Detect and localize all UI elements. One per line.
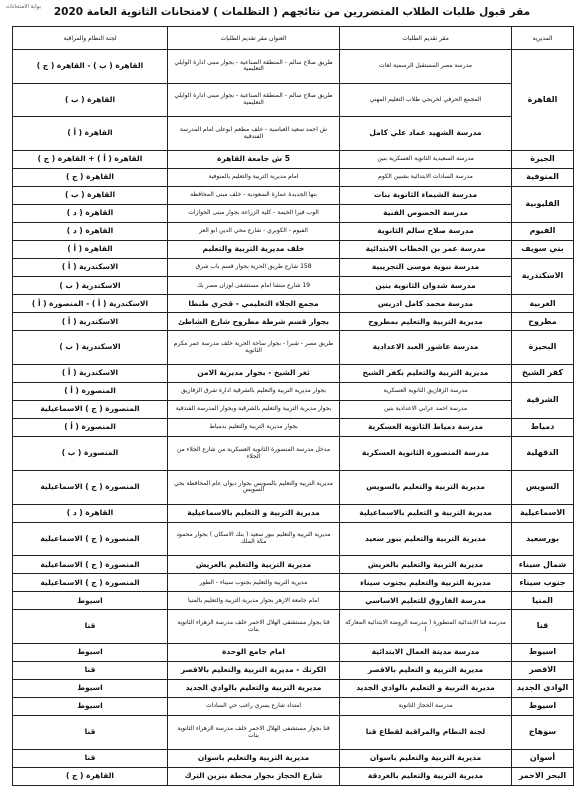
cell-directorate: الشرقية [512, 383, 574, 419]
cell-address: مديرية التربية والتعليم بالسويس بجوار ديوان عام المحافظة بحي السويس [168, 470, 340, 504]
table-row [13, 151, 574, 169]
cell-directorate: اسيوط [512, 644, 574, 662]
cell-directorate: سوهاج [512, 716, 574, 750]
cell-submission-place: المجمع الحرفي لخريجي طلاب التعليم المهني [340, 83, 512, 117]
cell-submission-place: مدرسة شدوان الثانوية بنين [340, 277, 512, 295]
table-row [13, 83, 574, 117]
cell-committee: الاسكندرية ( ب ) [13, 277, 168, 295]
cell-directorate: اسيوط [512, 698, 574, 716]
cell-directorate: الفيوم [512, 223, 574, 241]
cell-committee: قنا [13, 749, 168, 767]
table-row [13, 205, 574, 223]
cell-directorate: المنوفية [512, 169, 574, 187]
cell-directorate: مطروح [512, 313, 574, 331]
header-submission-place: مقر تقديم الطلبات [340, 27, 512, 50]
cell-address: بجوار مديرية التربية والتعليم بالشرقية ادارة شرق الزقازيق [168, 383, 340, 401]
cell-submission-place: مدرسة الشهيد عماد علي كامل [340, 117, 512, 151]
table-row [13, 749, 574, 767]
table-header-row [13, 27, 574, 50]
table-row [13, 644, 574, 662]
cell-submission-place: مدرسة عاشور العبد الاعدادية [340, 331, 512, 365]
cell-address: شارع الحجاز بجوار محطة بنزين الترك [168, 767, 340, 785]
cell-directorate: المنيا [512, 592, 574, 610]
cell-submission-place: مدرسة الحجاز الثانوية [340, 698, 512, 716]
cell-address: مديرية التربية والتعليم ببور سعيد ( بنك الاسكان ) بجوار محمود مكة الملك [168, 522, 340, 556]
cell-address: مديرية التربية والتعليم بالوادي الجديد [168, 680, 340, 698]
cell-directorate: الغربية [512, 295, 574, 313]
cell-submission-place: مدرسة المنصورة الثانوية العسكرية [340, 437, 512, 471]
cell-address: بجوار مديرية التربية والتعليم بالشرقية وبجوار المدرسة الفندقية [168, 401, 340, 419]
cell-submission-place: مدرسة قنا الابتدائية المتطورة ( مدرسة الروضة الابتدائية المعاركة ) [340, 610, 512, 644]
table-row [13, 556, 574, 574]
cell-address: 5 ش جامعة القاهرة [168, 151, 340, 169]
cell-committee: القاهرة ( ب ) - القاهرة ( ج ) [13, 50, 168, 84]
cell-address: ثغر الشيخ - بجوار مديرية الامن [168, 365, 340, 383]
table-row [13, 277, 574, 295]
cell-committee: المنصورة ( ج ) الاسماعيلية [13, 401, 168, 419]
cell-committee: المنصورة ( ب ) [13, 437, 168, 471]
table-row [13, 313, 574, 331]
cell-directorate: الاسماعيلية [512, 504, 574, 522]
cell-committee: الاسكندرية ( أ ) [13, 365, 168, 383]
table-row [13, 592, 574, 610]
cell-directorate: الاقصر [512, 662, 574, 680]
cell-directorate: البحيرة [512, 331, 574, 365]
cell-directorate: الجيزة [512, 151, 574, 169]
cell-address: الوب فيرا الخيمة - كلية الزراعة بجوار مبنى الجوازات [168, 205, 340, 223]
header-directorate: المديرية [512, 27, 574, 50]
cell-directorate: الدقهلية [512, 437, 574, 471]
header-address: العنوان مقر تقديم الطلبات [168, 27, 340, 50]
cell-committee: القاهرة ( ب ) [13, 187, 168, 205]
cell-committee: قنا [13, 610, 168, 644]
page-title: مقر قبول طلبات الطلاب المتضررين من نتائجهم ( التظلمات ) لامتحانات الثانوية العامة 2020 [53, 6, 531, 18]
table-row [13, 401, 574, 419]
cell-address: قنا بجوار مستشفى الهلال الاحمر خلف مدرسة الزهراء الثانوية بنات [168, 716, 340, 750]
cell-committee: المنصورة ( أ ) [13, 383, 168, 401]
cell-committee: القاهرة ( ب ) [13, 83, 168, 117]
cell-committee: القاهرة ( ج ) [13, 767, 168, 785]
cell-directorate: أسوان [512, 749, 574, 767]
cell-submission-place: مديرية التربية والتعليم باسوان [340, 749, 512, 767]
cell-submission-place: مدرسة عمر بن الخطاب الابتدائية [340, 241, 512, 259]
cell-address: مديرية التربية والتعليم بجنوب سيناء - الطور [168, 574, 340, 592]
cell-submission-place: مديرية التربية والتعليم بكفر الشيخ [340, 365, 512, 383]
cell-address: مديرية التربية و التعليم بالاسماعيلية [168, 504, 340, 522]
cell-committee: المنصورة ( ج ) الاسماعيلية [13, 470, 168, 504]
cell-committee: اسيوط [13, 592, 168, 610]
cell-submission-place: مدرسة نبوية موسى التجريبية [340, 259, 512, 277]
table-row [13, 259, 574, 277]
cell-committee: اسيوط [13, 698, 168, 716]
cell-directorate: كفر الشيخ [512, 365, 574, 383]
cell-committee: القاهرة ( أ ) [13, 241, 168, 259]
cell-submission-place: مدرسة دمياط الثانوية العسكرية [340, 419, 512, 437]
cell-submission-place: مدرسة مصر المستقبل الرسمية لغات [340, 50, 512, 84]
table-row [13, 716, 574, 750]
cell-address: مدخل مدرسة المنصورة الثانوية العسكرية من شارع الجلاء من الجلاء [168, 437, 340, 471]
admissions-table [12, 26, 574, 786]
cell-submission-place: مدرسة احمد عرابي الاعدادية بنين [340, 401, 512, 419]
cell-submission-place: مديرية التربية و التعليم بالوادي الجديد [340, 680, 512, 698]
cell-submission-place: لجنة النظام والمراقبة لقطاع قنا [340, 716, 512, 750]
cell-committee: الاسكندرية ( ب ) [13, 331, 168, 365]
table-body [13, 50, 574, 786]
cell-address: 158 شارع طريق الحرية بجوار قسم باب شرق [168, 259, 340, 277]
cell-address: 19 شارع منشا امام مستشفى لوزان مصر بك [168, 277, 340, 295]
table-row [13, 365, 574, 383]
cell-address: طريق صلاح سالم - المنطقة الصناعية - بجوار مبنى ادارة الوايلي التعليمية [168, 83, 340, 117]
cell-directorate: شمال سيناء [512, 556, 574, 574]
cell-address: بجوار مديرية التربية والتعليم بدمياط [168, 419, 340, 437]
cell-committee: الاسكندرية ( أ ) [13, 259, 168, 277]
cell-submission-place: مديرية التربية والتعليم بالسويس [340, 470, 512, 504]
cell-submission-place: مدرسة الفاروق للتعليم الاساسي [340, 592, 512, 610]
cell-submission-place: مديرية التربية والتعليم بالعريش [340, 556, 512, 574]
header-committee: لجنة النظام والمراقبة [13, 27, 168, 50]
cell-address: بنها الجديدة عمارة السعودية - خلف مبنى المحافظة [168, 187, 340, 205]
cell-submission-place: مديرية التربية والتعليم بمطروح [340, 313, 512, 331]
cell-address: طريق صلاح سالم - المنطقة الصناعية - بجوار مبنى ادارة الوايلي التعليمية [168, 50, 340, 84]
cell-address: قنا بجوار مستشفى الهلال الاحمر خلف مدرسة الزهراء الثانوية بنات [168, 610, 340, 644]
table-row [13, 437, 574, 471]
cell-address: امام جامعة الازهر بجوار مديرية التربية والتعليم بالمنيا [168, 592, 340, 610]
table-row [13, 295, 574, 313]
cell-submission-place: مديرية التربية والتعليم بجنوب سيناء [340, 574, 512, 592]
cell-directorate: جنوب سيناء [512, 574, 574, 592]
cell-directorate: القليوبية [512, 187, 574, 223]
cell-committee: القاهرة ( د ) [13, 504, 168, 522]
cell-address: الفيوم - الكوبري - شارع محي الدين ابو العز [168, 223, 340, 241]
table-row [13, 767, 574, 785]
cell-committee: المنصورة ( أ ) [13, 419, 168, 437]
table-row [13, 187, 574, 205]
cell-directorate: بني سويف [512, 241, 574, 259]
table-row [13, 680, 574, 698]
table-row [13, 223, 574, 241]
table-row [13, 50, 574, 84]
cell-committee: القاهرة ( أ ) + القاهرة ( ج ) [13, 151, 168, 169]
cell-committee: الاسكندرية ( أ ) [13, 313, 168, 331]
cell-directorate: بورسعيد [512, 522, 574, 556]
table-row [13, 383, 574, 401]
cell-address: خلف مديرية التربية والتعليم [168, 241, 340, 259]
table-row [13, 698, 574, 716]
cell-submission-place: مديرية التربية والتعليم بالغردقة [340, 767, 512, 785]
table-row [13, 169, 574, 187]
cell-committee: المنصورة ( ج ) الاسماعيلية [13, 522, 168, 556]
cell-directorate: السويس [512, 470, 574, 504]
table-row [13, 662, 574, 680]
table-row [13, 470, 574, 504]
cell-address: مديرية التربية والتعليم باسوان [168, 749, 340, 767]
cell-directorate: دمياط [512, 419, 574, 437]
cell-submission-place: مدرسة محمد كامل ادريس [340, 295, 512, 313]
cell-directorate: الاسكندرية [512, 259, 574, 295]
cell-committee: المنصورة ( ج ) الاسماعيلية [13, 556, 168, 574]
table-row [13, 331, 574, 365]
cell-address: طريق مصر - شبرا - بجوار ساحة الحرية خلف مدرسة عمر مكرم الثانوية [168, 331, 340, 365]
cell-submission-place: مديرية التربية و التعليم بالاقصر [340, 662, 512, 680]
cell-address: الكرنك - مديرية التربية والتعليم بالاقصر [168, 662, 340, 680]
cell-address: بجوار قسم شرطة مطروح شارع الشاطئ [168, 313, 340, 331]
cell-committee: المنصورة ( ج ) الاسماعيلية [13, 574, 168, 592]
cell-committee: القاهرة ( د ) [13, 223, 168, 241]
cell-address: مجمع الجلاء التعليمي - قحري طنطا [168, 295, 340, 313]
cell-directorate: البحر الاحمر [512, 767, 574, 785]
cell-committee: القاهرة ( أ ) [13, 117, 168, 151]
table-row [13, 522, 574, 556]
cell-address: مديرية التربية والتعليم بالعريش [168, 556, 340, 574]
table-row [13, 241, 574, 259]
cell-address: امتداد شارع يسري راغب حي السادات [168, 698, 340, 716]
cell-submission-place: مدرسة الخصوص الفنية [340, 205, 512, 223]
cell-committee: القاهرة ( د ) [13, 205, 168, 223]
cell-address: ش احمد سعيد العباسية - خلف مطعم ابوعلى امام المدرسة الفندقية [168, 117, 340, 151]
cell-address: امام جامع الوحدة [168, 644, 340, 662]
table-row [13, 610, 574, 644]
cell-submission-place: مدرسة السادات الابتدائية بشبين الكوم [340, 169, 512, 187]
cell-committee: قنا [13, 716, 168, 750]
portal-label: بوابة الامتحانات [6, 4, 42, 10]
cell-committee: الاسكندرية ( أ ) - المنصورة ( أ ) [13, 295, 168, 313]
cell-submission-place: مديرية التربية و التعليم بالاسماعيلية [340, 504, 512, 522]
cell-committee: القاهرة ( ج ) [13, 169, 168, 187]
cell-submission-place: مدرسة صلاح سالم الثانوية [340, 223, 512, 241]
cell-directorate: قنا [512, 610, 574, 644]
cell-submission-place: مديرية التربية والتعليم ببور سعيد [340, 522, 512, 556]
cell-submission-place: مدرسة الشيماء الثانوية بنات [340, 187, 512, 205]
table-row [13, 504, 574, 522]
cell-submission-place: مدرسة الزقازيق الثانوية العسكرية [340, 383, 512, 401]
cell-submission-place: مدرسة مدينة العمال الابتدائية [340, 644, 512, 662]
cell-address: امام مديرية التربية والتعليم بالمنوفية [168, 169, 340, 187]
cell-directorate: القاهرة [512, 50, 574, 151]
table-row [13, 574, 574, 592]
cell-committee: قنا [13, 662, 168, 680]
cell-submission-place: مدرسة السعيدية الثانوية العسكرية بنين [340, 151, 512, 169]
table-row [13, 419, 574, 437]
cell-directorate: الوادي الجديد [512, 680, 574, 698]
cell-committee: اسيوط [13, 680, 168, 698]
cell-committee: اسيوط [13, 644, 168, 662]
table-row [13, 117, 574, 151]
